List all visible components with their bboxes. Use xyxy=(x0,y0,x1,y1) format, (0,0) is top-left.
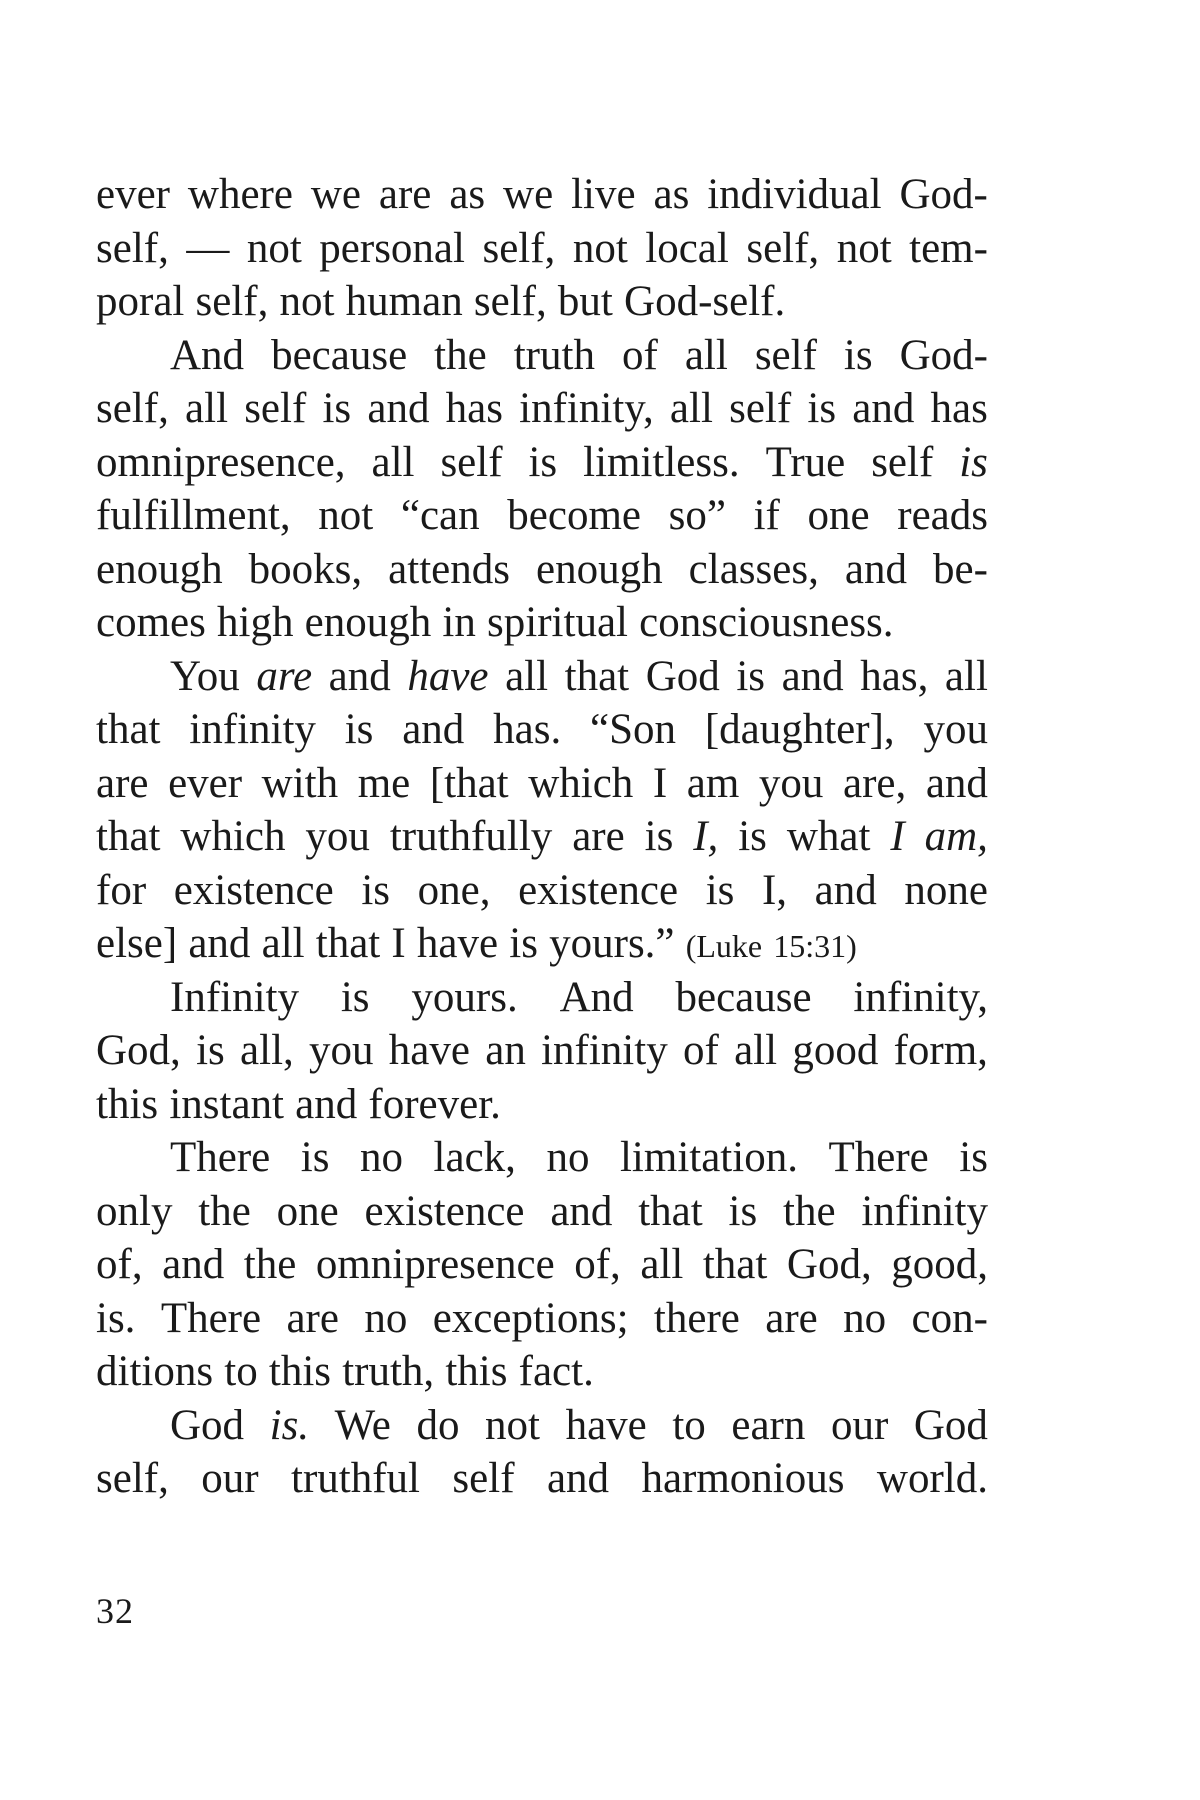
page-number: 32 xyxy=(96,1591,134,1631)
text-line: omnipresence, all self is limitless. True self is xyxy=(96,438,988,486)
body-text xyxy=(96,168,988,1506)
text-line: God, is all, you have an infinity of all good form, xyxy=(96,1027,988,1074)
text-line: fulfillment, not “can become so” if one reads xyxy=(96,492,988,539)
text-line: else] and all that I have is yours.” (Luke 15:31) xyxy=(96,920,857,967)
text-line: self, all self is and has infinity, all self is and has xyxy=(96,385,988,432)
text-line: only the one existence and that is the infinity xyxy=(96,1187,988,1235)
text-line: comes high enough in spiritual consciousness. xyxy=(96,599,894,646)
text-line: ditions to this truth, this fact. xyxy=(96,1348,594,1395)
text-line: of, and the omnipresence of, all that God, good, xyxy=(96,1241,988,1288)
text-line: self, — not personal self, not local self, not tem- xyxy=(96,224,988,272)
text-line: And because the truth of all self is God- xyxy=(170,331,988,379)
text-line: ever where we are as we live as individual God- xyxy=(96,171,988,218)
text-line: is. There are no exceptions; there are no con- xyxy=(96,1294,988,1342)
text-line: enough books, attends enough classes, and be- xyxy=(96,545,988,593)
text-line: You are and have all that God is and has, all xyxy=(170,652,988,700)
text-line: are ever with me [that which I am you are, and xyxy=(96,759,988,807)
text-line: poral self, not human self, but God-self. xyxy=(96,278,786,325)
text-line: There is no lack, no limitation. There is xyxy=(170,1134,988,1181)
text-line: self, our truthful self and harmonious world. xyxy=(96,1455,988,1502)
text-line: Infinity is yours. And because infinity, xyxy=(170,973,988,1021)
text-line: that which you truthfully are is I, is what I am, xyxy=(96,813,988,860)
text-line: God is. We do not have to earn our God xyxy=(170,1401,988,1449)
text-line: that infinity is and has. “Son [daughter], you xyxy=(96,706,988,753)
text-line: for existence is one, existence is I, and none xyxy=(96,866,988,914)
text-line: this instant and forever. xyxy=(96,1080,501,1128)
